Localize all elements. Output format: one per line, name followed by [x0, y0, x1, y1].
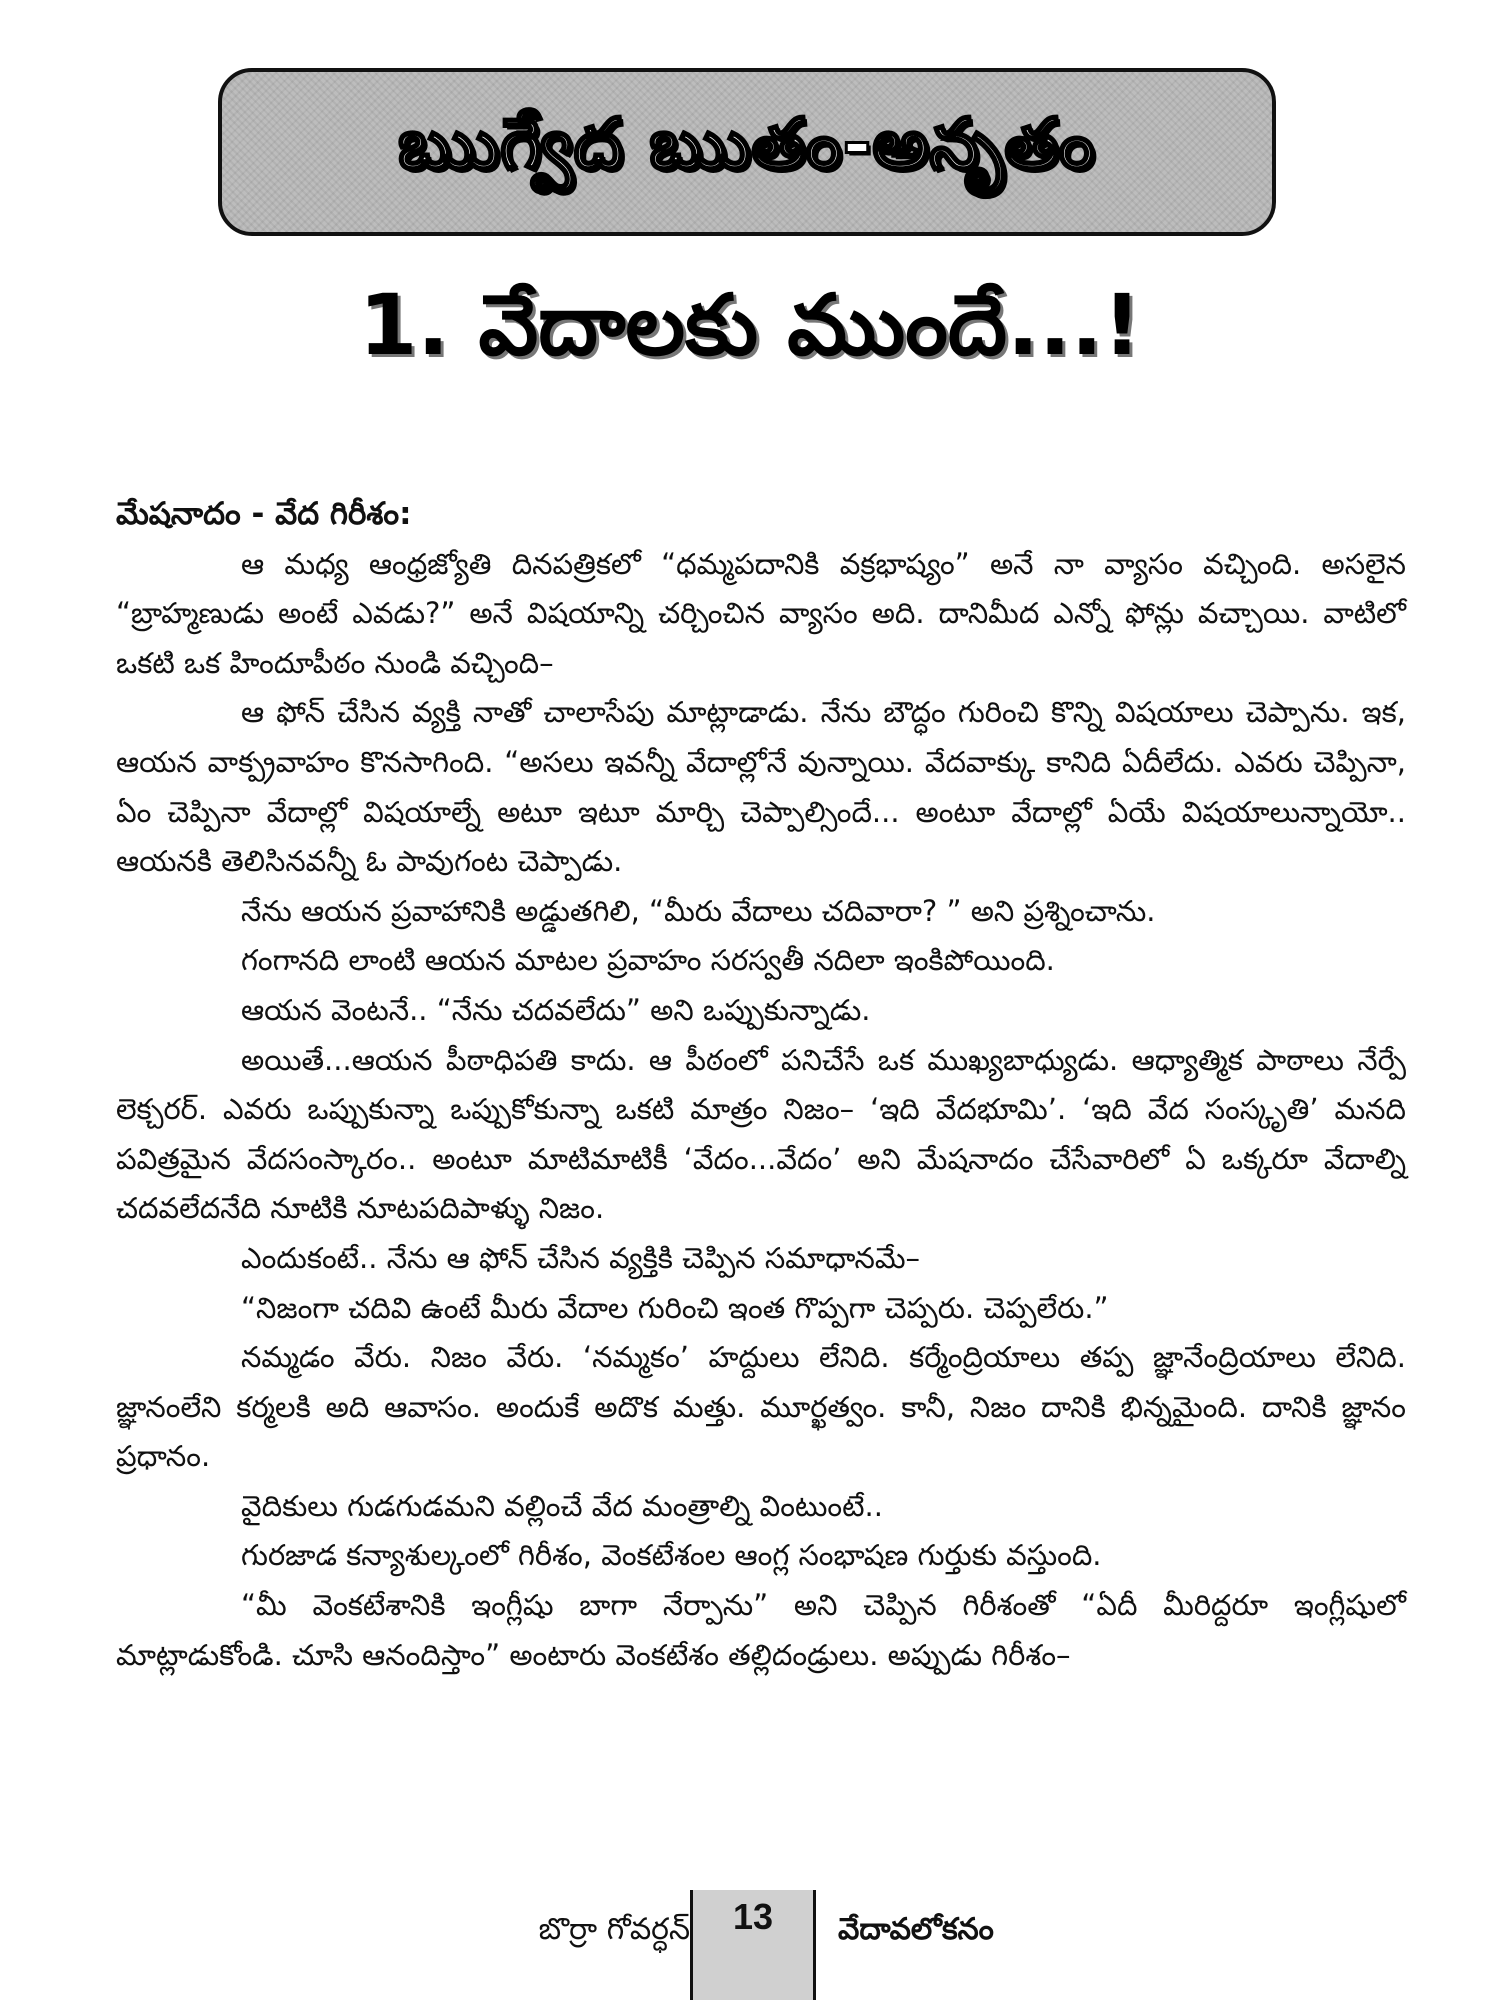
paragraph: నమ్మడం వేరు. నిజం వేరు. ‘నమ్మకం’ హద్దులు లేనిది. కర్మేంద్రియాలు తప్ప జ్ఞానేంద్రియాలు లేనిది. జ్ఞానంలేని కర్మలకి అది ఆవాసం. అందుకే అదొక మత్తు. మూర్ఖత్వం. కానీ, నిజం దానికి భిన్నమైంది. దానికి జ్ఞానం ప్రధానం. — [116, 1340, 1406, 1474]
paragraph: గంగానది లాంటి ఆయన మాటల ప్రవాహం సరస్వతీ నదిలా ఇంకిపోయింది. — [241, 943, 1055, 978]
page-number: 13 — [732, 1896, 774, 1937]
banner-title: ఋగ్వేద ఋతం-అనృతం — [398, 102, 1096, 185]
page-footer — [0, 1890, 1500, 2000]
paragraph: ఆ ఫోన్ చేసిన వ్యక్తి నాతో చాలాసేపు మాట్లాడాడు. నేను బౌద్ధం గురించి కొన్ని విషయాలు చెప్పాను. ఇక, ఆయన వాక్ప్రవాహం కొనసాగింది. “అసలు ఇవన్నీ వేదాల్లోనే వున్నాయి. వేదవాక్కు కానిది ఏదీలేదు. ఎవరు చెప్పినా, ఏం చెప్పినా వేదాల్లో విషయాల్నే అటూ ఇటూ మార్చి చెప్పాల్సిందే... అంటూ వేదాల్లో ఏయే విషయాలున్నాయో.. ఆయనకి తెలిసినవన్నీ ఓ పావుగంట చెప్పాడు. — [116, 695, 1406, 879]
section-heading: మేషనాదం - వేద గిరీశం: — [116, 496, 412, 532]
paragraph: వైదికులు గుడగుడమని వల్లించే వేద మంత్రాల్ని వింటుంటే.. — [241, 1488, 883, 1523]
paragraph: ఎందుకంటే.. నేను ఆ ఫోన్ చేసిన వ్యక్తికి చెప్పిన సమాధానమే– — [241, 1240, 921, 1275]
paragraph: ఆయన వెంటనే.. “నేను చదవలేదు” అని ఒప్పుకున్నాడు. — [241, 992, 871, 1027]
chapter-title: 1. వేదాలకు ముందే...! — [358, 276, 1142, 374]
paragraph: “నిజంగా చదివి ఉంటే మీరు వేదాల గురించి ఇంత గొప్పగా చెప్పరు. చెప్పలేరు.” — [241, 1290, 1109, 1325]
paragraph: ఆ మధ్య ఆంధ్రజ్యోతి దినపత్రికలో “ధమ్మపదానికి వక్రభాష్యం” అనే నా వ్యాసం వచ్చింది. అసలైన “బ్రాహ్మణుడు అంటే ఎవడు?” అనే విషయాన్ని చర్చించిన వ్యాసం అది. దానిమీద ఎన్నో ఫోన్లు వచ్చాయి. వాటిలో ఒకటి ఒక హిందూపీఠం నుండి వచ్చింది– — [116, 546, 1406, 680]
paragraph: గురజాడ కన్యాశుల్కంలో గిరీశం, వెంకటేశంల ఆంగ్ల సంభాషణ గుర్తుకు వస్తుంది. — [241, 1538, 1102, 1573]
title-banner — [218, 68, 1276, 236]
article-body — [116, 490, 1406, 1680]
paragraph: అయితే...ఆయన పీఠాధిపతి కాదు. ఆ పీఠంలో పనిచేసే ఒక ముఖ్యబాధ్యుడు. ఆధ్యాత్మిక పాఠాలు నేర్పే లెక్చరర్. ఎవరు ఒప్పుకున్నా ఒప్పుకోకున్నా ఒకటి మాత్రం నిజం– ‘ఇది వేదభూమి’. ‘ఇది వేద సంస్కృతి’ మనది పవిత్రమైన వేదసంస్కారం.. అంటూ మాటిమాటికీ ‘వేదం...వేదం’ అని మేషనాదం చేసేవారిలో ఏ ఒక్కరూ వేదాల్ని చదవలేదనేది నూటికి నూటపదిపాళ్ళు నిజం. — [116, 1042, 1406, 1226]
paragraph: నేను ఆయన ప్రవాహానికి అడ్డుతగిలి, “మీరు వేదాలు చదివారా? ” అని ప్రశ్నించాను. — [241, 893, 1156, 928]
paragraph: “మీ వెంకటేశానికి ఇంగ్లీషు బాగా నేర్పాను” అని చెప్పిన గిరీశంతో “ఏదీ మీరిద్దరూ ఇంగ్లీషులో మాట్లాడుకోండి. చూసి ఆనందిస్తాం” అంటారు వెంకటేశం తల్లిదండ్రులు. అప్పుడు గిరీశం– — [116, 1588, 1406, 1672]
page-number-box — [690, 1890, 816, 2000]
footer-author: బొర్రా గోవర్ధన్ — [538, 1912, 690, 1947]
footer-book-title: వేదావలోకనం — [838, 1912, 994, 1947]
